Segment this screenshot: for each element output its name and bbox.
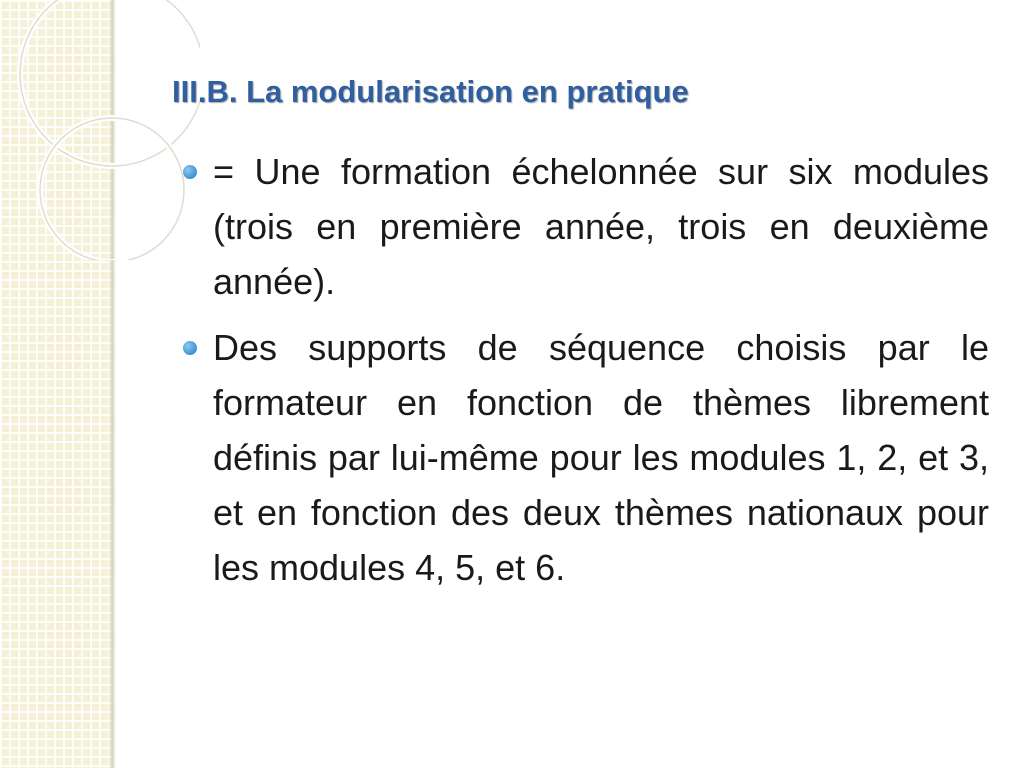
bullet-text: Des supports de séquence choisis par le formateur en fonction de thèmes librement définis par lui-même pour les modules 1, 2, et 3, et en fonction des deux thèmes nationaux pour les modules 4, 5, et 6. — [213, 327, 989, 588]
list-item — [183, 320, 989, 595]
bullet-list — [183, 144, 989, 606]
round-bullet-icon — [183, 165, 197, 179]
bullet-text: = Une formation échelonnée sur six modules (trois en première année, trois en deuxième année). — [213, 151, 989, 302]
list-item — [183, 144, 989, 309]
round-bullet-icon — [183, 341, 197, 355]
slide-title: III.B. La modularisation en pratique — [172, 74, 689, 109]
circle-arcs-decoration — [0, 0, 200, 260]
